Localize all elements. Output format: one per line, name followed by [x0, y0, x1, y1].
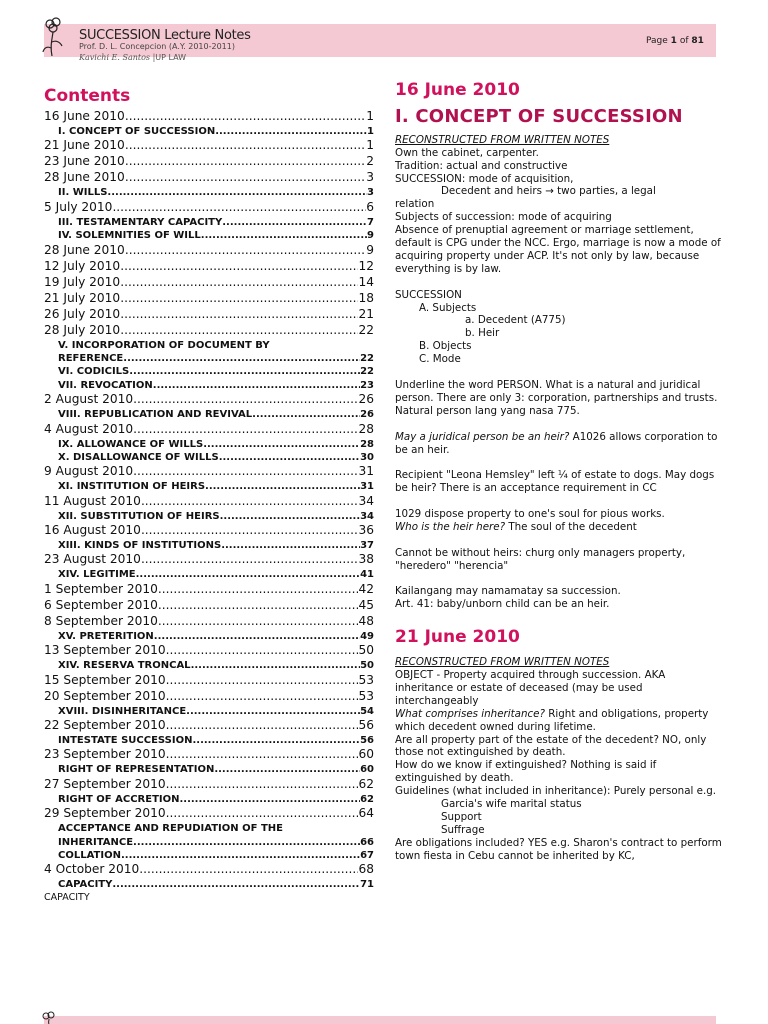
answer: Right and obligations, property which decedent owned during lifetime.: [395, 707, 709, 733]
toc-dot-leader: [125, 243, 366, 259]
toc-dot-leader: [125, 154, 366, 170]
toc-dot-leader: [121, 849, 360, 862]
toc-entry-label: 15 September 2010: [44, 672, 166, 687]
toc-entry-page: 22: [360, 366, 374, 378]
toc-entry-page: 56: [358, 718, 374, 733]
toc-entry-label: XVIII. DISINHERITANCE: [58, 705, 187, 717]
toc-entry-section[interactable]: [44, 630, 374, 643]
toc-entry-section[interactable]: [44, 379, 374, 392]
toc-dot-leader: [166, 718, 359, 734]
toc-entry-label: 9 August 2010: [44, 464, 134, 479]
toc-dot-leader: [112, 878, 360, 891]
succession-heading: SUCCESSION: [395, 288, 462, 301]
toc-entry-date[interactable]: [44, 154, 374, 170]
answer: A1026 allows corporation to be an heir.: [395, 430, 718, 456]
toc-entry-page: 53: [358, 672, 374, 687]
paragraph: Own the cabinet, carpenter.: [395, 146, 539, 159]
flower-footer-icon: [40, 1010, 62, 1024]
toc-entry-page: 28: [358, 421, 374, 436]
toc-dot-leader: [112, 200, 366, 216]
toc-dot-leader: [141, 494, 359, 510]
toc-entry-page: 45: [358, 597, 374, 612]
toc-entry-label: COLLATION: [58, 849, 121, 861]
toc-entry-section[interactable]: [44, 352, 374, 365]
toc-entry-section[interactable]: [44, 229, 374, 242]
toc-entry-date[interactable]: [44, 494, 374, 510]
paragraph: Are all property part of the estate of the decedent? NO, only those not extinguished by death.: [395, 733, 707, 759]
paragraph: SUCCESSION: mode of acquisition,: [395, 172, 574, 185]
toc-dot-leader: [120, 259, 358, 275]
toc-entry-label: 16 August 2010: [44, 523, 141, 538]
toc-entry-page: 34: [360, 510, 374, 522]
toc-entry-date[interactable]: [44, 275, 374, 291]
toc-entry-page: 56: [360, 735, 374, 747]
toc-entry-page: 60: [358, 747, 374, 762]
toc-entry-page: 54: [360, 705, 374, 717]
toc-entry-date[interactable]: [44, 259, 374, 275]
toc-entry-page: 41: [360, 569, 374, 581]
toc-dot-leader: [120, 291, 358, 307]
toc-dot-leader: [154, 630, 360, 643]
toc-dot-leader: [166, 747, 359, 763]
toc-entry-page: 50: [360, 660, 374, 672]
toc-entry-date[interactable]: [44, 614, 374, 630]
toc-dot-leader: [215, 125, 367, 138]
toc-entry-page: 36: [358, 523, 374, 538]
toc-entry-page: 7: [367, 216, 374, 228]
toc-entry-page: 23: [360, 379, 374, 391]
paragraph: Cannot be without heirs: churg only managers property, "heredero" "herencia": [395, 546, 686, 572]
toc-entry-section[interactable]: V. INCORPORATION OF DOCUMENT BY: [58, 339, 270, 351]
toc-entry-page: 48: [358, 613, 374, 628]
flower-logo-icon: [40, 16, 74, 58]
toc-entry-date[interactable]: [44, 523, 374, 539]
toc-entry-label: 28 June 2010: [44, 242, 125, 257]
toc-entry-label: XIII. KINDS OF INSTITUTIONS: [58, 540, 222, 552]
toc-entry-label: XI. INSTITUTION OF HEIRS: [58, 481, 206, 493]
toc-entry-page: 50: [358, 643, 374, 658]
toc-dot-leader: [158, 598, 359, 614]
toc-entry-page: 14: [358, 274, 374, 289]
paragraph: Recipient "Leona Hemsley" left ¼ of estate to dogs. May dogs be heir? There is an acceptance requirement in CC: [395, 469, 715, 495]
toc-entry-section[interactable]: [44, 510, 374, 523]
outline-item: a. Decedent (A775): [465, 314, 566, 327]
toc-entry-page: 12: [358, 258, 374, 273]
toc-dot-leader: [125, 109, 366, 125]
table-of-contents: [44, 86, 374, 904]
section-date: 16 June 2010: [395, 80, 520, 100]
toc-entry-date[interactable]: [44, 323, 374, 339]
toc-entry-page: 6: [366, 199, 374, 214]
toc-dot-leader: [166, 673, 359, 689]
toc-entry-label: INTESTATE SUCCESSION: [58, 735, 193, 747]
toc-entry-page: 64: [358, 806, 374, 821]
paragraph: relation: [395, 198, 435, 211]
toc-entry-page: 1: [366, 138, 374, 153]
toc-dot-leader: [120, 307, 358, 323]
toc-entry-section[interactable]: [44, 763, 374, 776]
paragraph: Natural person lang yang nasa 775.: [395, 404, 580, 417]
toc-dot-leader: [166, 806, 359, 822]
toc-entry-section[interactable]: [44, 734, 374, 747]
toc-entry-page: 28: [360, 438, 374, 450]
toc-entry-label: 11 August 2010: [44, 493, 141, 508]
toc-entry-page: 38: [358, 552, 374, 567]
toc-entry-date[interactable]: [44, 643, 374, 659]
toc-dot-leader: [120, 275, 358, 291]
toc-entry-page: 62: [358, 776, 374, 791]
page-word: Page: [646, 36, 668, 46]
paragraph: Kailangang may namamatay sa succession.: [395, 585, 621, 598]
toc-entry-label: VI. CODICILS: [58, 366, 130, 378]
toc-entry-section[interactable]: [44, 125, 374, 138]
toc-entry-page: 22: [358, 322, 374, 337]
toc-entry-date[interactable]: [44, 673, 374, 689]
toc-dot-leader: [133, 836, 360, 849]
paragraph-indented: Decedent and heirs → two parties, a legal: [441, 185, 656, 198]
toc-entry-label: X. DISALLOWANCE OF WILLS: [58, 451, 219, 463]
toc-dot-leader: [203, 438, 360, 451]
reconstructed-note: RECONSTRUCTED FROM WRITTEN NOTES: [395, 133, 610, 146]
toc-entry-page: 66: [360, 836, 374, 848]
toc-entry-label: 6 September 2010: [44, 597, 158, 612]
toc-entry-date[interactable]: [44, 582, 374, 598]
paragraph: Are obligations included? YES e.g. Sharon's contract to perform town fiesta in Cebu cannot be inherited by KC,: [395, 836, 722, 862]
toc-entry-page: 49: [360, 630, 374, 642]
footer-band: [44, 1016, 716, 1024]
toc-tail: CAPACITY: [44, 891, 90, 903]
toc-entry-label: 21 June 2010: [44, 138, 125, 153]
toc-entry-section[interactable]: [44, 408, 374, 421]
toc-entry-label: VII. REVOCATION: [58, 379, 153, 391]
list-item: Garcia's wife marital status: [441, 798, 582, 811]
toc-entry-date[interactable]: [44, 747, 374, 763]
toc-entry-date[interactable]: [44, 109, 374, 125]
toc-entry-date[interactable]: [44, 598, 374, 614]
toc-entry-label: VIII. REPUBLICATION AND REVIVAL: [58, 409, 253, 421]
toc-entry-page: 3: [366, 170, 374, 185]
toc-dot-leader: [166, 689, 359, 705]
toc-dot-leader: [220, 510, 360, 523]
toc-entry-label: RIGHT OF REPRESENTATION: [58, 764, 215, 776]
toc-dot-leader: [201, 229, 367, 242]
toc-entry-page: 1: [367, 126, 374, 137]
header-author: Kavichi E. Santos |UP LAW: [79, 53, 187, 62]
question-italic: Who is the heir here?: [395, 520, 506, 533]
toc-title: Contents: [44, 86, 131, 106]
toc-entry-label: 5 July 2010: [44, 199, 113, 214]
header-title: SUCCESSION Lecture Notes: [79, 28, 251, 43]
toc-entry-page: 71: [360, 879, 374, 891]
toc-entry-label: 21 July 2010: [44, 290, 121, 305]
toc-dot-leader: [179, 793, 360, 806]
toc-entry-label: 27 September 2010: [44, 776, 166, 791]
toc-list: [44, 109, 374, 892]
toc-entry-page: 2: [366, 154, 374, 169]
toc-entry-date[interactable]: [44, 200, 374, 216]
toc-entry-date[interactable]: [44, 307, 374, 323]
toc-entry-page: 22: [360, 352, 374, 364]
toc-entry-label: 22 September 2010: [44, 718, 166, 733]
toc-dot-leader: [252, 408, 360, 421]
toc-dot-leader: [133, 422, 358, 438]
outline-item: B. Objects: [419, 340, 472, 353]
toc-entry-label: 19 July 2010: [44, 274, 121, 289]
toc-dot-leader: [125, 170, 366, 186]
toc-entry-page: 1: [366, 109, 374, 123]
toc-dot-leader: [136, 568, 360, 581]
paragraph: OBJECT - Property acquired through succession. AKA inheritance or estate of deceased (may be used interchangeably: [395, 669, 666, 707]
toc-entry-label: 26 July 2010: [44, 306, 121, 321]
toc-entry-section[interactable]: [44, 365, 374, 378]
toc-dot-leader: [133, 392, 358, 408]
toc-dot-leader: [166, 643, 359, 659]
toc-entry-label: XII. SUBSTITUTION OF HEIRS: [58, 510, 220, 522]
outline-item: A. Subjects: [419, 301, 477, 314]
toc-dot-leader: [107, 186, 367, 199]
outline-item: C. Mode: [419, 353, 461, 366]
toc-entry-label: RIGHT OF ACCRETION: [58, 793, 180, 805]
toc-dot-leader: [141, 523, 359, 539]
paragraph: How do we know if extinguished? Nothing is said if extinguished by death.: [395, 759, 657, 785]
outline-item: b. Heir: [465, 327, 500, 340]
toc-entry-label: IX. ALLOWANCE OF WILLS: [58, 438, 204, 450]
toc-entry-page: 62: [360, 793, 374, 805]
toc-dot-leader: [186, 705, 360, 718]
toc-entry-page: 53: [358, 688, 374, 703]
toc-entry-date[interactable]: [44, 464, 374, 480]
toc-entry-date[interactable]: [44, 291, 374, 307]
toc-dot-leader: [158, 614, 359, 630]
toc-dot-leader: [141, 552, 359, 568]
page-number: [646, 36, 704, 46]
paragraph: Tradition: actual and constructive: [395, 159, 568, 172]
toc-entry-label: CAPACITY: [58, 879, 113, 891]
toc-entry-date[interactable]: [44, 777, 374, 793]
toc-entry-page: 68: [358, 862, 374, 877]
toc-entry-date[interactable]: [44, 392, 374, 408]
page-of: of: [679, 36, 689, 46]
toc-dot-leader: [214, 763, 360, 776]
paragraph: Guidelines (what included in inheritance): Purely personal e.g.: [395, 785, 717, 798]
page-total: 81: [691, 36, 704, 46]
toc-entry-section[interactable]: [44, 836, 374, 849]
toc-entry-section[interactable]: [44, 216, 374, 229]
toc-entry-page: 30: [360, 451, 374, 463]
toc-entry-date[interactable]: [44, 170, 374, 186]
toc-entry-section[interactable]: [44, 480, 374, 493]
toc-entry-page: 9: [366, 242, 374, 257]
toc-entry-date[interactable]: [44, 422, 374, 438]
header-subtitle: Prof. D. L. Concepcion (A.Y. 2010-2011): [79, 42, 235, 51]
toc-entry-page: 42: [358, 581, 374, 596]
toc-dot-leader: [158, 582, 359, 598]
toc-entry-page: 37: [360, 540, 374, 552]
author-name: Kavichi E. Santos: [79, 53, 151, 62]
paragraph: Art. 41: baby/unborn child can be an heir.: [395, 598, 610, 611]
paragraph: [395, 708, 725, 734]
list-item: Suffrage: [441, 823, 485, 836]
paragraph: Subjects of succession: mode of acquiring: [395, 211, 612, 224]
toc-entry-date[interactable]: [44, 862, 374, 878]
toc-entry-page: 31: [358, 464, 374, 479]
toc-dot-leader: [125, 138, 366, 154]
toc-entry-page: 26: [360, 409, 374, 421]
toc-entry-label: 23 August 2010: [44, 552, 141, 567]
reconstructed-note: RECONSTRUCTED FROM WRITTEN NOTES: [395, 656, 610, 669]
toc-dot-leader: [123, 352, 360, 365]
toc-entry-date[interactable]: [44, 138, 374, 154]
toc-dot-leader: [166, 777, 359, 793]
question-italic: What comprises inheritance?: [395, 707, 545, 720]
toc-entry-date[interactable]: [44, 718, 374, 734]
body-text: [395, 80, 725, 863]
toc-entry-section[interactable]: [44, 849, 374, 862]
toc-entry-page: 60: [360, 764, 374, 776]
toc-entry-label: 2 August 2010: [44, 392, 134, 407]
toc-entry-label: III. TESTAMENTARY CAPACITY: [58, 216, 223, 228]
toc-entry-label: 4 August 2010: [44, 421, 134, 436]
toc-entry-page: 26: [358, 392, 374, 407]
toc-entry-label: 29 September 2010: [44, 806, 166, 821]
toc-entry-label: XIV. LEGITIME: [58, 569, 136, 581]
toc-dot-leader: [133, 464, 358, 480]
toc-entry-label: XIV. RESERVA TRONCAL: [58, 660, 191, 672]
toc-entry-label: I. CONCEPT OF SUCCESSION: [58, 126, 216, 137]
answer: The soul of the decedent: [505, 520, 637, 533]
toc-entry-section[interactable]: [44, 568, 374, 581]
toc-entry-label: 28 July 2010: [44, 322, 121, 337]
toc-dot-leader: [191, 659, 361, 672]
toc-dot-leader: [153, 379, 360, 392]
toc-entry-label: 1 September 2010: [44, 581, 158, 596]
page-current: 1: [670, 36, 677, 46]
toc-entry-label: 4 October 2010: [44, 862, 140, 877]
toc-entry-label: 20 September 2010: [44, 688, 166, 703]
paragraph: [395, 521, 725, 534]
toc-entry-page: 21: [358, 306, 374, 321]
paragraph: Absence of prenuptial agreement or marriage settlement, default is CPG under the NCC. Ergo, marriage is now a mode of acquiring property under ACP. It's not only by law, because everything is by law.: [395, 224, 721, 275]
toc-entry-section[interactable]: ACCEPTANCE AND REPUDIATION OF THE: [58, 823, 283, 835]
toc-entry-section[interactable]: [44, 878, 374, 891]
toc-entry-label: 23 September 2010: [44, 747, 166, 762]
toc-entry-section[interactable]: [44, 451, 374, 464]
author-school: UP LAW: [155, 53, 187, 62]
toc-entry-page: 9: [367, 230, 374, 242]
toc-dot-leader: [120, 323, 358, 339]
chapter-heading: I. CONCEPT OF SUCCESSION: [395, 105, 683, 127]
toc-dot-leader: [205, 480, 360, 493]
toc-entry-section[interactable]: [44, 186, 374, 199]
toc-entry-page: 31: [360, 481, 374, 493]
toc-entry-label: INHERITANCE: [58, 836, 134, 848]
toc-entry-date[interactable]: [44, 552, 374, 568]
toc-entry-label: 8 September 2010: [44, 613, 158, 628]
question-italic: May a juridical person be an heir?: [395, 430, 570, 443]
toc-entry-label: 12 July 2010: [44, 258, 121, 273]
paragraph: Underline the word PERSON. What is a natural and juridical person. There are only 3: corporation, partnerships and trusts.: [395, 379, 718, 404]
toc-entry-label: IV. SOLEMNITIES OF WILL: [58, 230, 201, 242]
toc-dot-leader: [192, 734, 360, 747]
toc-dot-leader: [219, 451, 360, 464]
toc-entry-label: 16 June 2010: [44, 109, 125, 123]
toc-entry-page: 67: [360, 849, 374, 861]
toc-entry-section[interactable]: [44, 438, 374, 451]
list-item: Support: [441, 811, 482, 824]
toc-entry-date[interactable]: [44, 806, 374, 822]
toc-entry-date[interactable]: [44, 689, 374, 705]
toc-entry-section[interactable]: [44, 659, 374, 672]
section-date: 21 June 2010: [395, 627, 520, 648]
toc-entry-label: REFERENCE: [58, 352, 124, 364]
toc-dot-leader: [139, 862, 358, 878]
toc-entry-page: 3: [367, 187, 374, 199]
toc-entry-page: 34: [358, 493, 374, 508]
toc-dot-leader: [222, 216, 367, 229]
toc-entry-label: 23 June 2010: [44, 154, 125, 169]
toc-dot-leader: [129, 365, 360, 378]
paragraph: [395, 431, 725, 457]
toc-entry-date[interactable]: [44, 243, 374, 259]
toc-entry-label: 13 September 2010: [44, 643, 166, 658]
toc-entry-section[interactable]: [44, 705, 374, 718]
toc-entry-section[interactable]: [44, 539, 374, 552]
toc-entry-label: II. WILLS: [58, 187, 108, 199]
toc-entry-label: 28 June 2010: [44, 170, 125, 185]
toc-entry-section[interactable]: [44, 793, 374, 806]
paragraph: 1029 dispose property to one's soul for pious works.: [395, 508, 665, 521]
toc-dot-leader: [221, 539, 360, 552]
toc-entry-page: 18: [358, 290, 374, 305]
toc-entry-label: XV. PRETERITION: [58, 630, 154, 642]
